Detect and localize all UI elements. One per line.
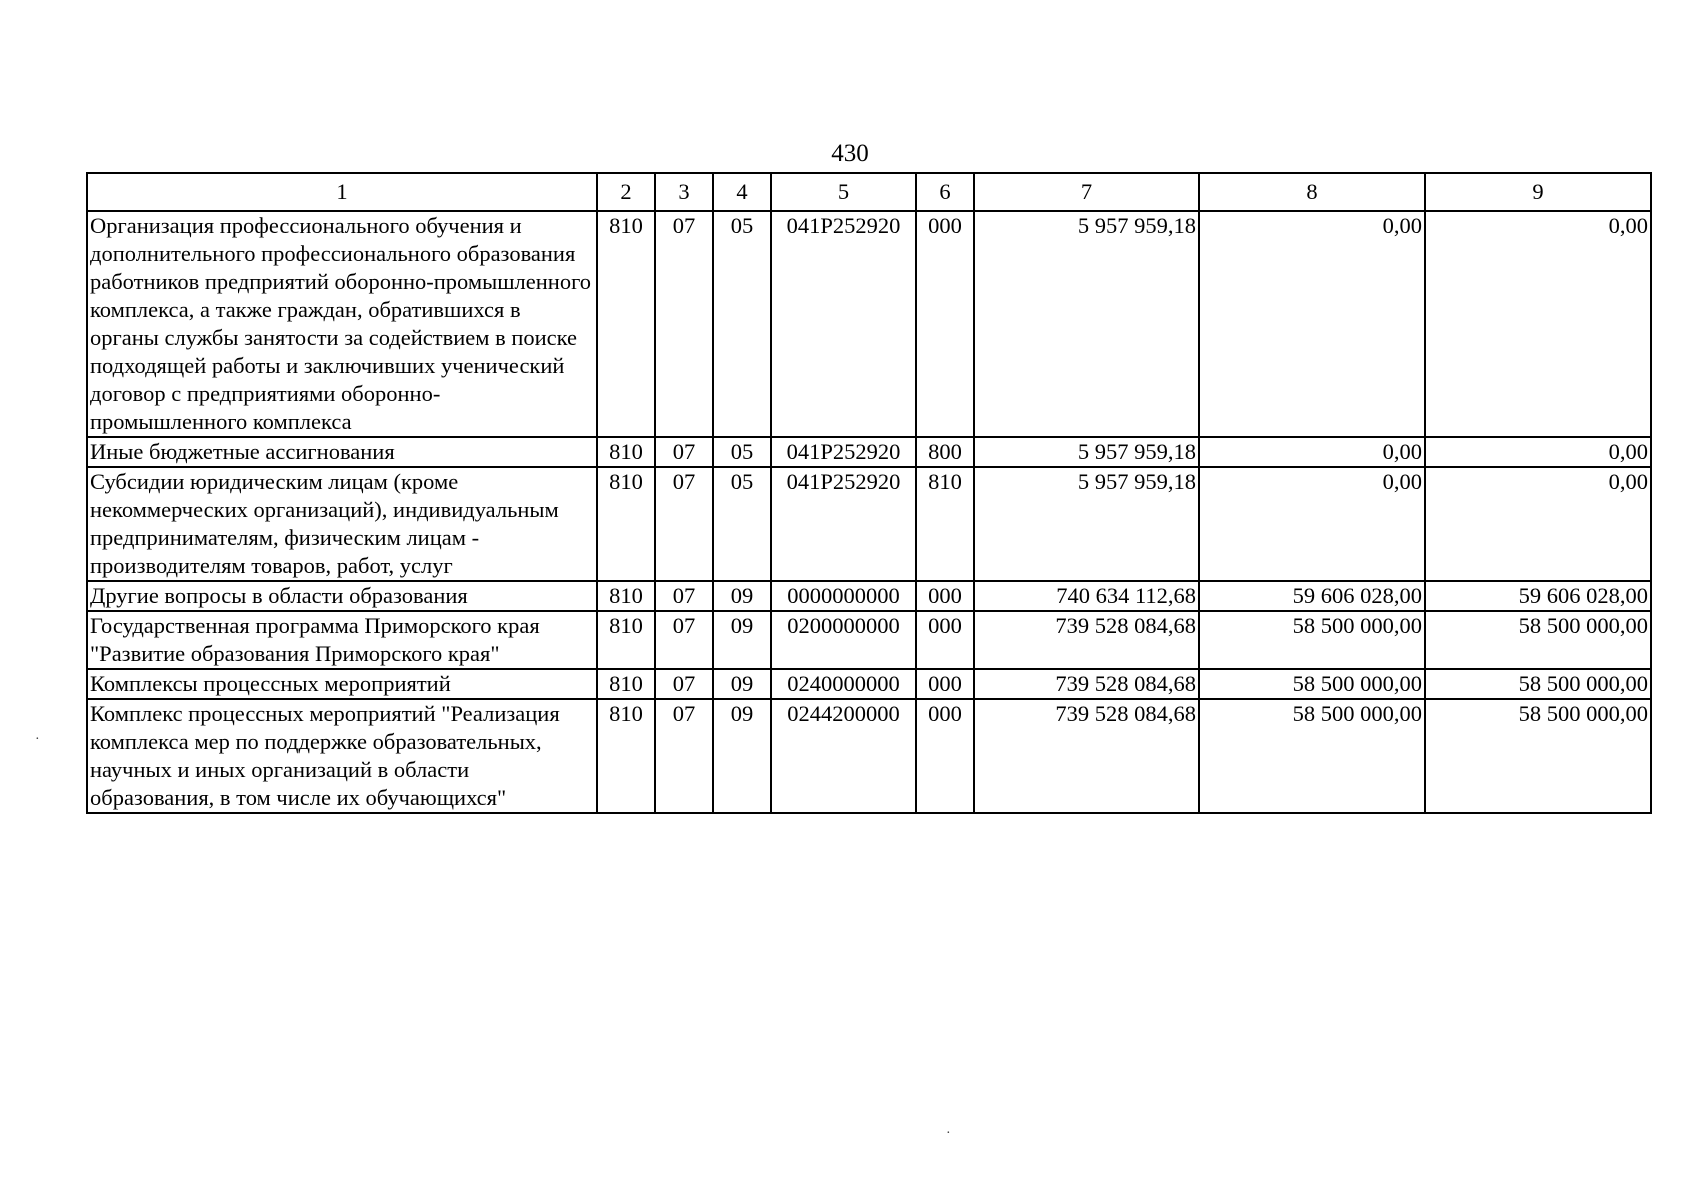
cell-code-2: 810 [597,611,655,669]
cell-code-3: 07 [655,581,713,611]
column-header-5: 5 [771,173,916,211]
cell-amount-9: 0,00 [1425,467,1651,581]
column-header-9: 9 [1425,173,1651,211]
row-name: Иные бюджетные ассигнования [87,437,597,467]
cell-amount-8: 0,00 [1199,211,1425,437]
cell-code-2: 810 [597,211,655,437]
row-name: Другие вопросы в области образования [87,581,597,611]
column-header-1: 1 [87,173,597,211]
column-header-2: 2 [597,173,655,211]
cell-amount-8: 0,00 [1199,467,1425,581]
cell-code-2: 810 [597,699,655,813]
cell-code-5: 041Р252920 [771,437,916,467]
row-name: Организация профессионального обучения и дополнительного профессионального образования работников предприятий оборонно-промышленного комплекса, а также граждан, обратившихся в органы службы занятости за содействием в поиске подходящей работы и заключивших ученический договор с предприятиями оборонно-промышленного комплекса [87,211,597,437]
cell-code-5: 0240000000 [771,669,916,699]
column-header-3: 3 [655,173,713,211]
column-header-4: 4 [713,173,771,211]
row-name: Государственная программа Приморского края "Развитие образования Приморского края" [87,611,597,669]
cell-code-5: 0244200000 [771,699,916,813]
table-header-row [87,173,1651,211]
cell-code-3: 07 [655,467,713,581]
cell-code-4: 09 [713,669,771,699]
cell-code-3: 07 [655,211,713,437]
cell-code-3: 07 [655,437,713,467]
column-header-8: 8 [1199,173,1425,211]
scan-speck-dot: · [35,732,40,747]
cell-code-6: 000 [916,581,974,611]
cell-code-4: 05 [713,467,771,581]
cell-code-3: 07 [655,669,713,699]
row-name: Субсидии юридическим лицам (кроме некоммерческих организаций), индивидуальным предпринимателям, физическим лицам - производителям товаров, работ, услуг [87,467,597,581]
table-row [87,611,1651,669]
cell-code-2: 810 [597,467,655,581]
cell-code-2: 810 [597,581,655,611]
cell-amount-8: 58 500 000,00 [1199,699,1425,813]
cell-amount-9: 58 500 000,00 [1425,669,1651,699]
cell-code-4: 05 [713,211,771,437]
cell-amount-9: 58 500 000,00 [1425,611,1651,669]
table-row [87,211,1651,437]
cell-code-5: 041Р252920 [771,211,916,437]
cell-code-5: 0200000000 [771,611,916,669]
cell-code-6: 800 [916,437,974,467]
cell-code-5: 041Р252920 [771,467,916,581]
page-number: 430 [831,140,869,167]
table-row [87,581,1651,611]
cell-code-4: 09 [713,699,771,813]
scan-speck-dot: · [946,1126,951,1141]
cell-amount-7: 5 957 959,18 [974,437,1199,467]
cell-code-4: 05 [713,437,771,467]
cell-code-6: 000 [916,699,974,813]
table-row [87,467,1651,581]
cell-amount-7: 5 957 959,18 [974,211,1199,437]
cell-amount-9: 59 606 028,00 [1425,581,1651,611]
cell-code-6: 810 [916,467,974,581]
cell-amount-8: 59 606 028,00 [1199,581,1425,611]
table-row [87,437,1651,467]
cell-amount-7: 740 634 112,68 [974,581,1199,611]
cell-amount-8: 58 500 000,00 [1199,611,1425,669]
cell-code-6: 000 [916,611,974,669]
cell-amount-9: 58 500 000,00 [1425,699,1651,813]
table-row [87,699,1651,813]
cell-code-3: 07 [655,611,713,669]
table-row [87,669,1651,699]
cell-amount-8: 0,00 [1199,437,1425,467]
cell-amount-7: 739 528 084,68 [974,669,1199,699]
cell-code-4: 09 [713,581,771,611]
row-name: Комплекс процессных мероприятий "Реализация комплекса мер по поддержке образовательных, научных и иных организаций в области образования, в том числе их обучающихся" [87,699,597,813]
row-name: Комплексы процессных мероприятий [87,669,597,699]
cell-code-2: 810 [597,437,655,467]
column-header-6: 6 [916,173,974,211]
cell-code-5: 0000000000 [771,581,916,611]
cell-code-6: 000 [916,211,974,437]
cell-amount-9: 0,00 [1425,437,1651,467]
cell-amount-8: 58 500 000,00 [1199,669,1425,699]
cell-amount-7: 739 528 084,68 [974,611,1199,669]
cell-amount-7: 5 957 959,18 [974,467,1199,581]
budget-table [86,172,1652,814]
cell-code-2: 810 [597,669,655,699]
cell-amount-9: 0,00 [1425,211,1651,437]
column-header-7: 7 [974,173,1199,211]
cell-code-3: 07 [655,699,713,813]
cell-code-6: 000 [916,669,974,699]
cell-code-4: 09 [713,611,771,669]
cell-amount-7: 739 528 084,68 [974,699,1199,813]
